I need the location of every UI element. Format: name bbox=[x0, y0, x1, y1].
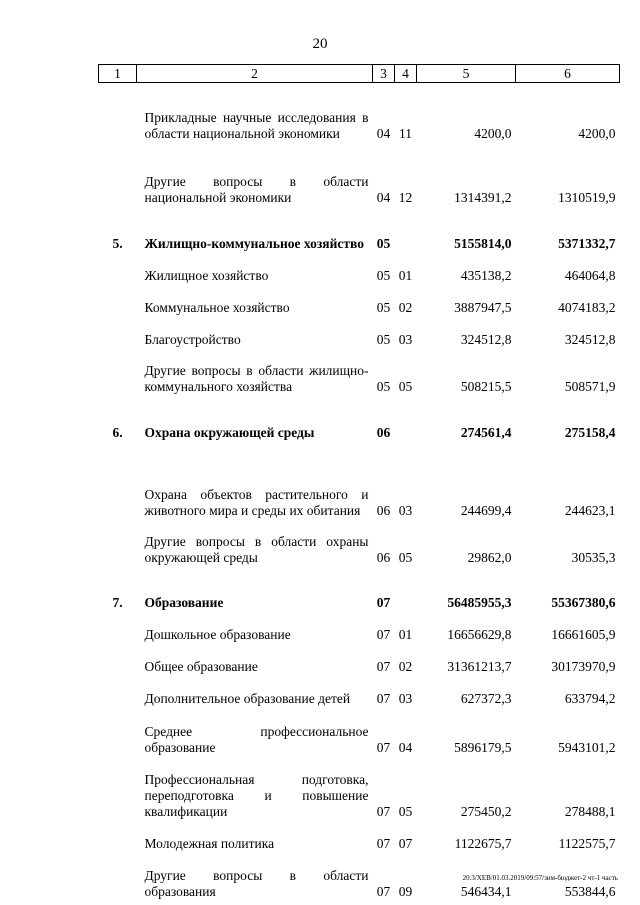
table-row bbox=[99, 519, 620, 566]
row-section-code: 04 bbox=[376, 125, 391, 141]
row-name: Другие вопросы в области образования bbox=[144, 867, 369, 899]
row-value-2: 553844,6 bbox=[564, 883, 616, 899]
row-number bbox=[99, 820, 137, 852]
row-value-2: 464064,8 bbox=[564, 267, 616, 283]
row-number bbox=[99, 316, 137, 348]
table-row bbox=[99, 707, 620, 756]
row-value-2: 278488,1 bbox=[564, 803, 616, 819]
row-subsection-code: 01 bbox=[398, 267, 413, 283]
row-subsection-code: 02 bbox=[398, 299, 413, 315]
header-cell: 2 bbox=[137, 65, 373, 83]
row-section-code: 07 bbox=[376, 594, 391, 610]
row-subsection-code bbox=[395, 206, 417, 252]
row-number bbox=[99, 252, 137, 284]
row-subsection-code bbox=[395, 566, 417, 611]
table-row bbox=[99, 395, 620, 441]
table-row bbox=[99, 643, 620, 675]
header-cell: 5 bbox=[417, 65, 516, 83]
row-subsection-code: 03 bbox=[398, 502, 413, 518]
row-number bbox=[99, 348, 137, 395]
row-name: Дошкольное образование bbox=[144, 626, 291, 642]
row-subsection-code: 11 bbox=[399, 125, 412, 141]
row-name: Образование bbox=[144, 594, 224, 610]
row-value-1: 627372,3 bbox=[460, 690, 512, 706]
row-name: Охрана объектов растительного и животного мира и среды их обитания bbox=[144, 486, 369, 518]
row-section-code: 06 bbox=[376, 424, 391, 440]
row-number bbox=[99, 756, 137, 820]
row-number bbox=[99, 441, 137, 519]
row-section-code: 05 bbox=[376, 299, 391, 315]
row-value-1: 5896179,5 bbox=[454, 739, 512, 755]
row-section-code: 05 bbox=[376, 267, 391, 283]
row-name: Жилищное хозяйство bbox=[144, 267, 269, 283]
row-section-code: 07 bbox=[376, 658, 391, 674]
row-value-1: 29862,0 bbox=[467, 549, 512, 565]
row-value-2: 30535,3 bbox=[571, 549, 616, 565]
table-row bbox=[99, 142, 620, 206]
header-cell: 1 bbox=[99, 65, 137, 83]
row-value-2: 55367380,6 bbox=[551, 594, 616, 610]
row-name: Благоустройство bbox=[144, 331, 241, 347]
row-section-code: 07 bbox=[376, 690, 391, 706]
row-section-code: 06 bbox=[376, 502, 391, 518]
row-number bbox=[99, 519, 137, 566]
row-section-code: 07 bbox=[376, 835, 391, 851]
row-name: Прикладные научные исследования в области национальной экономики bbox=[144, 109, 369, 141]
table-row bbox=[99, 284, 620, 316]
row-value-1: 3887947,5 bbox=[454, 299, 512, 315]
row-name: Молодежная политика bbox=[144, 835, 275, 851]
row-section-code: 05 bbox=[376, 378, 391, 394]
row-value-2: 1310519,9 bbox=[558, 189, 616, 205]
row-number bbox=[99, 284, 137, 316]
row-value-1: 546434,1 bbox=[460, 883, 512, 899]
row-value-1: 16656629,8 bbox=[447, 626, 512, 642]
row-number: 7. bbox=[112, 594, 123, 610]
row-section-code: 06 bbox=[376, 549, 391, 565]
row-value-2: 5371332,7 bbox=[558, 235, 616, 251]
row-name: Коммунальное хозяйство bbox=[144, 299, 290, 315]
row-name: Жилищно-коммунальное хозяйство bbox=[144, 235, 364, 251]
row-value-1: 508215,5 bbox=[460, 378, 512, 394]
row-subsection-code: 09 bbox=[398, 883, 413, 899]
row-section-code: 07 bbox=[376, 739, 391, 755]
row-value-1: 324512,8 bbox=[460, 331, 512, 347]
header-cell: 4 bbox=[395, 65, 417, 83]
row-name: Профессиональная подготовка, переподготовка и повышение квалификации bbox=[144, 771, 369, 819]
table-row bbox=[99, 611, 620, 643]
row-value-1: 244699,4 bbox=[460, 502, 512, 518]
table-row bbox=[99, 820, 620, 852]
header-cell: 3 bbox=[373, 65, 395, 83]
budget-table bbox=[98, 64, 620, 900]
row-name: Дополнительное образование детей bbox=[144, 690, 351, 706]
row-section-code: 07 bbox=[376, 626, 391, 642]
table-row bbox=[99, 83, 620, 142]
row-number bbox=[99, 83, 137, 142]
row-value-2: 4200,0 bbox=[578, 125, 616, 141]
row-subsection-code: 03 bbox=[398, 690, 413, 706]
row-subsection-code: 03 bbox=[398, 331, 413, 347]
row-value-2: 275158,4 bbox=[564, 424, 616, 440]
row-number bbox=[99, 643, 137, 675]
table-row bbox=[99, 348, 620, 395]
row-section-code: 05 bbox=[376, 235, 391, 251]
row-value-1: 275450,2 bbox=[460, 803, 512, 819]
row-section-code: 04 bbox=[376, 189, 391, 205]
row-section-code: 07 bbox=[376, 883, 391, 899]
row-subsection-code: 01 bbox=[398, 626, 413, 642]
row-value-2: 4074183,2 bbox=[558, 299, 616, 315]
row-number bbox=[99, 707, 137, 756]
table-row bbox=[99, 252, 620, 284]
row-number: 6. bbox=[112, 424, 123, 440]
row-value-1: 4200,0 bbox=[474, 125, 512, 141]
row-name: Другие вопросы в области охраны окружающей среды bbox=[144, 533, 369, 565]
row-value-2: 1122575,7 bbox=[558, 835, 616, 851]
row-subsection-code: 05 bbox=[398, 549, 413, 565]
row-name: Другие вопросы в области национальной экономики bbox=[144, 173, 369, 205]
row-value-2: 633794,2 bbox=[564, 690, 616, 706]
table-row bbox=[99, 316, 620, 348]
row-name: Другие вопросы в области жилищно-коммунального хозяйства bbox=[144, 362, 369, 394]
row-subsection-code: 12 bbox=[398, 189, 413, 205]
row-number bbox=[99, 611, 137, 643]
row-name: Общее образование bbox=[144, 658, 258, 674]
row-section-code: 05 bbox=[376, 331, 391, 347]
table-row bbox=[99, 675, 620, 707]
footer-stamp: 20.3/ХЕВ/01.03.2019/09:57/зим-бюджет-2 чт-1 часть bbox=[462, 874, 618, 882]
header-cell: 6 bbox=[516, 65, 620, 83]
row-value-2: 16661605,9 bbox=[551, 626, 616, 642]
row-value-2: 508571,9 bbox=[564, 378, 616, 394]
row-value-1: 56485955,3 bbox=[447, 594, 512, 610]
table-row bbox=[99, 441, 620, 519]
table-row bbox=[99, 206, 620, 252]
row-name: Охрана окружающей среды bbox=[144, 424, 315, 440]
row-number bbox=[99, 852, 137, 900]
table-header-row bbox=[99, 65, 620, 83]
row-value-1: 5155814,0 bbox=[454, 235, 512, 251]
table-row bbox=[99, 566, 620, 611]
row-value-2: 30173970,9 bbox=[551, 658, 616, 674]
row-value-2: 5943101,2 bbox=[558, 739, 616, 755]
row-name: Среднее профессиональное образование bbox=[144, 723, 369, 755]
row-subsection-code: 07 bbox=[398, 835, 413, 851]
row-value-2: 244623,1 bbox=[564, 502, 616, 518]
row-section-code: 07 bbox=[376, 803, 391, 819]
row-subsection-code: 05 bbox=[398, 803, 413, 819]
row-value-1: 274561,4 bbox=[460, 424, 512, 440]
row-subsection-code: 05 bbox=[398, 378, 413, 394]
row-subsection-code: 04 bbox=[398, 739, 413, 755]
row-value-1: 1314391,2 bbox=[454, 189, 512, 205]
row-value-1: 31361213,7 bbox=[447, 658, 512, 674]
row-number: 5. bbox=[112, 235, 123, 251]
row-subsection-code bbox=[395, 395, 417, 441]
page-number: 20 bbox=[312, 36, 328, 52]
row-value-2: 324512,8 bbox=[564, 331, 616, 347]
row-subsection-code: 02 bbox=[398, 658, 413, 674]
table-row bbox=[99, 756, 620, 820]
row-value-1: 435138,2 bbox=[460, 267, 512, 283]
row-number bbox=[99, 675, 137, 707]
row-value-1: 1122675,7 bbox=[454, 835, 512, 851]
row-number bbox=[99, 142, 137, 206]
